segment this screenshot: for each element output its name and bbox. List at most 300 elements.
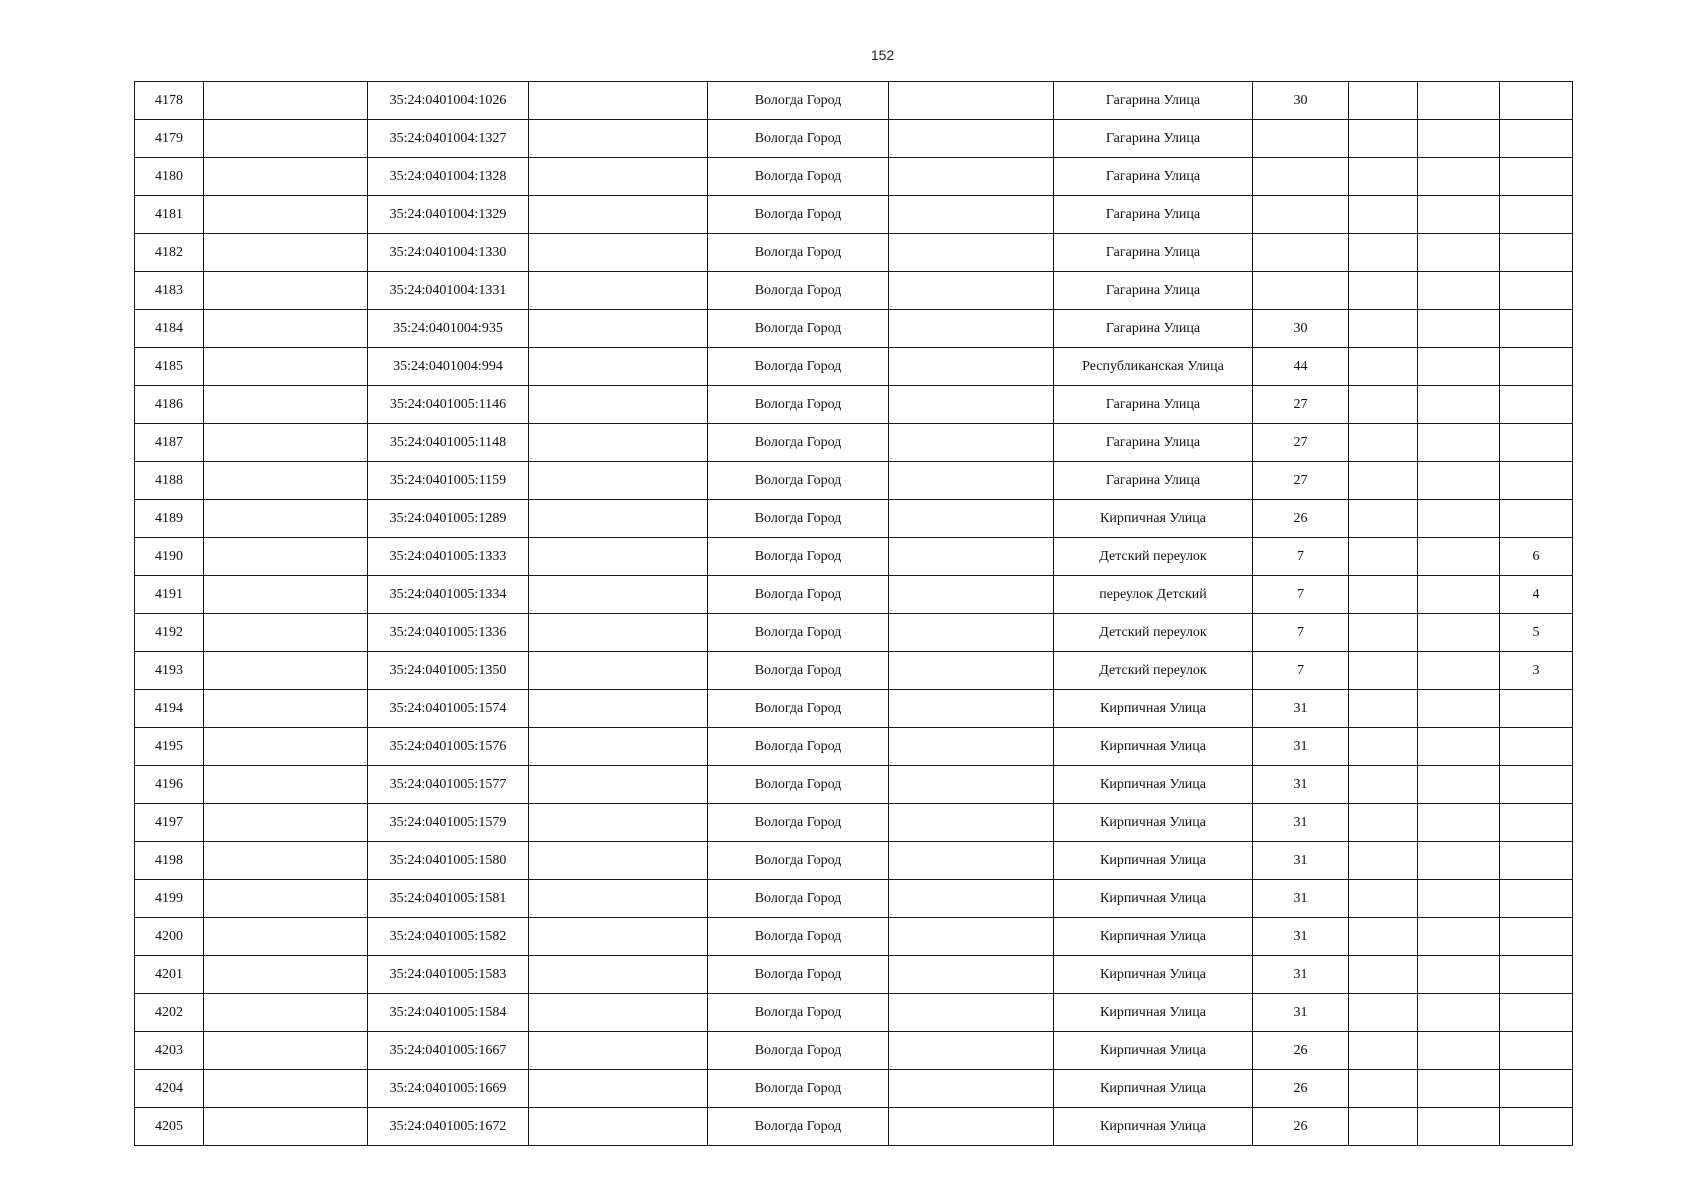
empty-cell — [529, 880, 708, 918]
empty-cell — [529, 272, 708, 310]
empty-cell — [1349, 120, 1418, 158]
empty-cell — [889, 994, 1054, 1032]
city-cell: Вологда Город — [708, 158, 889, 196]
empty-cell — [529, 842, 708, 880]
empty-cell — [204, 690, 368, 728]
row-number-cell: 4187 — [135, 424, 204, 462]
empty-cell — [1349, 728, 1418, 766]
empty-cell — [1418, 120, 1500, 158]
cadastral-number-cell: 35:24:0401005:1669 — [368, 1070, 529, 1108]
house-number-cell: 27 — [1253, 386, 1349, 424]
apartment-number-cell — [1500, 1070, 1573, 1108]
street-cell: Гагарина Улица — [1054, 310, 1253, 348]
cadastral-number-cell: 35:24:0401005:1289 — [368, 500, 529, 538]
empty-cell — [1349, 880, 1418, 918]
table-row — [135, 728, 1573, 766]
empty-cell — [1349, 766, 1418, 804]
house-number-cell: 31 — [1253, 918, 1349, 956]
apartment-number-cell: 5 — [1500, 614, 1573, 652]
empty-cell — [529, 158, 708, 196]
empty-cell — [204, 82, 368, 120]
street-cell: Кирпичная Улица — [1054, 1070, 1253, 1108]
empty-cell — [1418, 1032, 1500, 1070]
empty-cell — [529, 1070, 708, 1108]
row-number-cell: 4182 — [135, 234, 204, 272]
apartment-number-cell: 6 — [1500, 538, 1573, 576]
apartment-number-cell — [1500, 956, 1573, 994]
street-cell: Кирпичная Улица — [1054, 880, 1253, 918]
empty-cell — [204, 462, 368, 500]
house-number-cell — [1253, 196, 1349, 234]
city-cell: Вологда Город — [708, 386, 889, 424]
empty-cell — [204, 1032, 368, 1070]
street-cell: Кирпичная Улица — [1054, 1032, 1253, 1070]
table-row — [135, 690, 1573, 728]
empty-cell — [529, 652, 708, 690]
city-cell: Вологда Город — [708, 994, 889, 1032]
house-number-cell — [1253, 120, 1349, 158]
street-cell: Гагарина Улица — [1054, 82, 1253, 120]
cadastral-number-cell: 35:24:0401005:1583 — [368, 956, 529, 994]
street-cell: Детский переулок — [1054, 614, 1253, 652]
street-cell: Кирпичная Улица — [1054, 500, 1253, 538]
table-row — [135, 158, 1573, 196]
empty-cell — [1418, 158, 1500, 196]
empty-cell — [889, 576, 1054, 614]
empty-cell — [1349, 956, 1418, 994]
row-number-cell: 4185 — [135, 348, 204, 386]
empty-cell — [1349, 424, 1418, 462]
empty-cell — [889, 272, 1054, 310]
cadastral-number-cell: 35:24:0401004:1331 — [368, 272, 529, 310]
table-body — [135, 82, 1573, 1146]
empty-cell — [204, 272, 368, 310]
empty-cell — [889, 842, 1054, 880]
cadastral-number-cell: 35:24:0401005:1581 — [368, 880, 529, 918]
empty-cell — [204, 576, 368, 614]
empty-cell — [1418, 424, 1500, 462]
city-cell: Вологда Город — [708, 576, 889, 614]
cadastral-number-cell: 35:24:0401005:1672 — [368, 1108, 529, 1146]
empty-cell — [1418, 82, 1500, 120]
empty-cell — [1349, 272, 1418, 310]
empty-cell — [1349, 842, 1418, 880]
empty-cell — [1418, 500, 1500, 538]
street-cell: Гагарина Улица — [1054, 196, 1253, 234]
row-number-cell: 4179 — [135, 120, 204, 158]
empty-cell — [529, 82, 708, 120]
table-row — [135, 652, 1573, 690]
table-row — [135, 538, 1573, 576]
empty-cell — [529, 386, 708, 424]
row-number-cell: 4203 — [135, 1032, 204, 1070]
table-row — [135, 918, 1573, 956]
empty-cell — [1418, 842, 1500, 880]
empty-cell — [204, 538, 368, 576]
street-cell: Республиканская Улица — [1054, 348, 1253, 386]
table-row — [135, 842, 1573, 880]
city-cell: Вологда Город — [708, 1070, 889, 1108]
city-cell: Вологда Город — [708, 120, 889, 158]
city-cell: Вологда Город — [708, 196, 889, 234]
cadastral-number-cell: 35:24:0401004:1327 — [368, 120, 529, 158]
street-cell: Кирпичная Улица — [1054, 728, 1253, 766]
street-cell: Кирпичная Улица — [1054, 918, 1253, 956]
empty-cell — [889, 310, 1054, 348]
street-cell: Детский переулок — [1054, 652, 1253, 690]
city-cell: Вологда Город — [708, 766, 889, 804]
cadastral-number-cell: 35:24:0401005:1146 — [368, 386, 529, 424]
street-cell: Детский переулок — [1054, 538, 1253, 576]
empty-cell — [204, 1070, 368, 1108]
empty-cell — [529, 500, 708, 538]
row-number-cell: 4180 — [135, 158, 204, 196]
house-number-cell: 26 — [1253, 500, 1349, 538]
empty-cell — [889, 690, 1054, 728]
empty-cell — [204, 994, 368, 1032]
empty-cell — [529, 538, 708, 576]
city-cell: Вологда Город — [708, 804, 889, 842]
cadastral-number-cell: 35:24:0401004:994 — [368, 348, 529, 386]
empty-cell — [889, 158, 1054, 196]
empty-cell — [1418, 538, 1500, 576]
table-row — [135, 310, 1573, 348]
cadastral-number-cell: 35:24:0401005:1577 — [368, 766, 529, 804]
apartment-number-cell — [1500, 728, 1573, 766]
empty-cell — [889, 234, 1054, 272]
empty-cell — [1418, 918, 1500, 956]
empty-cell — [204, 386, 368, 424]
empty-cell — [204, 842, 368, 880]
city-cell: Вологда Город — [708, 272, 889, 310]
table-row — [135, 1108, 1573, 1146]
empty-cell — [204, 500, 368, 538]
empty-cell — [1349, 158, 1418, 196]
empty-cell — [204, 348, 368, 386]
apartment-number-cell — [1500, 766, 1573, 804]
empty-cell — [529, 804, 708, 842]
table-row — [135, 348, 1573, 386]
row-number-cell: 4204 — [135, 1070, 204, 1108]
empty-cell — [529, 310, 708, 348]
table-row — [135, 880, 1573, 918]
empty-cell — [1349, 1070, 1418, 1108]
table-row — [135, 234, 1573, 272]
apartment-number-cell: 3 — [1500, 652, 1573, 690]
house-number-cell: 7 — [1253, 652, 1349, 690]
street-cell: Гагарина Улица — [1054, 234, 1253, 272]
street-cell: Кирпичная Улица — [1054, 804, 1253, 842]
empty-cell — [204, 424, 368, 462]
house-number-cell: 26 — [1253, 1108, 1349, 1146]
house-number-cell: 31 — [1253, 956, 1349, 994]
row-number-cell: 4197 — [135, 804, 204, 842]
empty-cell — [1349, 918, 1418, 956]
house-number-cell — [1253, 272, 1349, 310]
street-cell: Гагарина Улица — [1054, 272, 1253, 310]
city-cell: Вологда Город — [708, 234, 889, 272]
empty-cell — [1418, 386, 1500, 424]
empty-cell — [1418, 272, 1500, 310]
city-cell: Вологда Город — [708, 842, 889, 880]
house-number-cell: 31 — [1253, 880, 1349, 918]
apartment-number-cell — [1500, 1108, 1573, 1146]
apartment-number-cell — [1500, 348, 1573, 386]
empty-cell — [1418, 994, 1500, 1032]
empty-cell — [1349, 804, 1418, 842]
empty-cell — [204, 804, 368, 842]
house-number-cell: 26 — [1253, 1070, 1349, 1108]
table-row — [135, 1032, 1573, 1070]
empty-cell — [889, 1108, 1054, 1146]
house-number-cell: 27 — [1253, 462, 1349, 500]
apartment-number-cell — [1500, 386, 1573, 424]
street-cell: Кирпичная Улица — [1054, 690, 1253, 728]
apartment-number-cell — [1500, 842, 1573, 880]
row-number-cell: 4191 — [135, 576, 204, 614]
row-number-cell: 4202 — [135, 994, 204, 1032]
empty-cell — [529, 728, 708, 766]
row-number-cell: 4189 — [135, 500, 204, 538]
apartment-number-cell — [1500, 500, 1573, 538]
row-number-cell: 4196 — [135, 766, 204, 804]
cadastral-number-cell: 35:24:0401005:1148 — [368, 424, 529, 462]
empty-cell — [1349, 576, 1418, 614]
row-number-cell: 4194 — [135, 690, 204, 728]
apartment-number-cell — [1500, 272, 1573, 310]
apartment-number-cell — [1500, 994, 1573, 1032]
empty-cell — [204, 120, 368, 158]
empty-cell — [889, 348, 1054, 386]
empty-cell — [1418, 652, 1500, 690]
table-row — [135, 766, 1573, 804]
empty-cell — [1349, 614, 1418, 652]
apartment-number-cell — [1500, 804, 1573, 842]
apartment-number-cell — [1500, 310, 1573, 348]
empty-cell — [1418, 614, 1500, 652]
empty-cell — [1418, 766, 1500, 804]
table-row — [135, 956, 1573, 994]
empty-cell — [1349, 538, 1418, 576]
empty-cell — [889, 462, 1054, 500]
empty-cell — [889, 728, 1054, 766]
street-cell: Гагарина Улица — [1054, 462, 1253, 500]
cadastral-number-cell: 35:24:0401004:1026 — [368, 82, 529, 120]
empty-cell — [529, 1032, 708, 1070]
empty-cell — [1349, 310, 1418, 348]
empty-cell — [1349, 196, 1418, 234]
cadastral-number-cell: 35:24:0401005:1667 — [368, 1032, 529, 1070]
empty-cell — [204, 956, 368, 994]
apartment-number-cell — [1500, 120, 1573, 158]
empty-cell — [529, 956, 708, 994]
empty-cell — [1418, 880, 1500, 918]
table-row — [135, 272, 1573, 310]
table-row — [135, 804, 1573, 842]
empty-cell — [1418, 234, 1500, 272]
empty-cell — [1418, 1108, 1500, 1146]
empty-cell — [889, 804, 1054, 842]
house-number-cell — [1253, 234, 1349, 272]
table-row — [135, 576, 1573, 614]
cadastral-number-cell: 35:24:0401005:1582 — [368, 918, 529, 956]
city-cell: Вологда Город — [708, 652, 889, 690]
house-number-cell: 30 — [1253, 82, 1349, 120]
empty-cell — [1349, 1108, 1418, 1146]
row-number-cell: 4195 — [135, 728, 204, 766]
row-number-cell: 4205 — [135, 1108, 204, 1146]
empty-cell — [889, 82, 1054, 120]
empty-cell — [529, 918, 708, 956]
street-cell: Кирпичная Улица — [1054, 956, 1253, 994]
empty-cell — [204, 766, 368, 804]
empty-cell — [889, 880, 1054, 918]
empty-cell — [529, 120, 708, 158]
table-row — [135, 994, 1573, 1032]
empty-cell — [1349, 462, 1418, 500]
city-cell: Вологда Город — [708, 538, 889, 576]
empty-cell — [204, 614, 368, 652]
empty-cell — [1349, 690, 1418, 728]
empty-cell — [204, 652, 368, 690]
empty-cell — [889, 120, 1054, 158]
row-number-cell: 4199 — [135, 880, 204, 918]
empty-cell — [529, 690, 708, 728]
city-cell: Вологда Город — [708, 82, 889, 120]
house-number-cell: 26 — [1253, 1032, 1349, 1070]
cadastral-number-cell: 35:24:0401005:1580 — [368, 842, 529, 880]
empty-cell — [1418, 690, 1500, 728]
house-number-cell: 27 — [1253, 424, 1349, 462]
apartment-number-cell — [1500, 462, 1573, 500]
empty-cell — [889, 424, 1054, 462]
empty-cell — [889, 766, 1054, 804]
registry-table — [134, 81, 1573, 1146]
apartment-number-cell — [1500, 690, 1573, 728]
house-number-cell: 7 — [1253, 576, 1349, 614]
cadastral-number-cell: 35:24:0401005:1333 — [368, 538, 529, 576]
empty-cell — [1418, 576, 1500, 614]
cadastral-number-cell: 35:24:0401005:1350 — [368, 652, 529, 690]
cadastral-number-cell: 35:24:0401004:935 — [368, 310, 529, 348]
cadastral-number-cell: 35:24:0401004:1329 — [368, 196, 529, 234]
empty-cell — [1418, 310, 1500, 348]
city-cell: Вологда Город — [708, 918, 889, 956]
empty-cell — [889, 1070, 1054, 1108]
street-cell: Кирпичная Улица — [1054, 1108, 1253, 1146]
row-number-cell: 4181 — [135, 196, 204, 234]
empty-cell — [1349, 1032, 1418, 1070]
empty-cell — [889, 386, 1054, 424]
table-row — [135, 386, 1573, 424]
house-number-cell: 31 — [1253, 728, 1349, 766]
apartment-number-cell: 4 — [1500, 576, 1573, 614]
empty-cell — [889, 956, 1054, 994]
cadastral-number-cell: 35:24:0401004:1330 — [368, 234, 529, 272]
empty-cell — [204, 880, 368, 918]
row-number-cell: 4186 — [135, 386, 204, 424]
house-number-cell: 7 — [1253, 538, 1349, 576]
row-number-cell: 4198 — [135, 842, 204, 880]
house-number-cell: 31 — [1253, 994, 1349, 1032]
empty-cell — [529, 1108, 708, 1146]
empty-cell — [1349, 386, 1418, 424]
house-number-cell: 31 — [1253, 766, 1349, 804]
apartment-number-cell — [1500, 424, 1573, 462]
street-cell: Кирпичная Улица — [1054, 994, 1253, 1032]
house-number-cell: 7 — [1253, 614, 1349, 652]
empty-cell — [1349, 234, 1418, 272]
empty-cell — [1349, 652, 1418, 690]
apartment-number-cell — [1500, 82, 1573, 120]
city-cell: Вологда Город — [708, 1108, 889, 1146]
city-cell: Вологда Город — [708, 310, 889, 348]
street-cell: Гагарина Улица — [1054, 120, 1253, 158]
empty-cell — [204, 728, 368, 766]
empty-cell — [529, 994, 708, 1032]
empty-cell — [889, 500, 1054, 538]
city-cell: Вологда Город — [708, 424, 889, 462]
cadastral-number-cell: 35:24:0401004:1328 — [368, 158, 529, 196]
cadastral-number-cell: 35:24:0401005:1584 — [368, 994, 529, 1032]
cadastral-number-cell: 35:24:0401005:1334 — [368, 576, 529, 614]
apartment-number-cell — [1500, 196, 1573, 234]
empty-cell — [889, 918, 1054, 956]
house-number-cell: 30 — [1253, 310, 1349, 348]
empty-cell — [1349, 500, 1418, 538]
empty-cell — [1349, 348, 1418, 386]
empty-cell — [889, 614, 1054, 652]
city-cell: Вологда Город — [708, 348, 889, 386]
table-row — [135, 196, 1573, 234]
cadastral-number-cell: 35:24:0401005:1336 — [368, 614, 529, 652]
table-row — [135, 120, 1573, 158]
street-cell: Гагарина Улица — [1054, 158, 1253, 196]
empty-cell — [204, 234, 368, 272]
empty-cell — [529, 614, 708, 652]
row-number-cell: 4190 — [135, 538, 204, 576]
apartment-number-cell — [1500, 158, 1573, 196]
row-number-cell: 4183 — [135, 272, 204, 310]
table-row — [135, 614, 1573, 652]
empty-cell — [889, 196, 1054, 234]
empty-cell — [1349, 994, 1418, 1032]
row-number-cell: 4193 — [135, 652, 204, 690]
city-cell: Вологда Город — [708, 614, 889, 652]
street-cell: Гагарина Улица — [1054, 386, 1253, 424]
row-number-cell: 4201 — [135, 956, 204, 994]
empty-cell — [204, 918, 368, 956]
street-cell: Кирпичная Улица — [1054, 842, 1253, 880]
empty-cell — [1418, 728, 1500, 766]
city-cell: Вологда Город — [708, 880, 889, 918]
city-cell: Вологда Город — [708, 462, 889, 500]
empty-cell — [204, 310, 368, 348]
empty-cell — [529, 766, 708, 804]
apartment-number-cell — [1500, 1032, 1573, 1070]
empty-cell — [529, 424, 708, 462]
empty-cell — [1418, 1070, 1500, 1108]
empty-cell — [1349, 82, 1418, 120]
row-number-cell: 4184 — [135, 310, 204, 348]
house-number-cell: 44 — [1253, 348, 1349, 386]
row-number-cell: 4188 — [135, 462, 204, 500]
house-number-cell: 31 — [1253, 842, 1349, 880]
empty-cell — [1418, 804, 1500, 842]
city-cell: Вологда Город — [708, 690, 889, 728]
cadastral-number-cell: 35:24:0401005:1576 — [368, 728, 529, 766]
empty-cell — [529, 196, 708, 234]
